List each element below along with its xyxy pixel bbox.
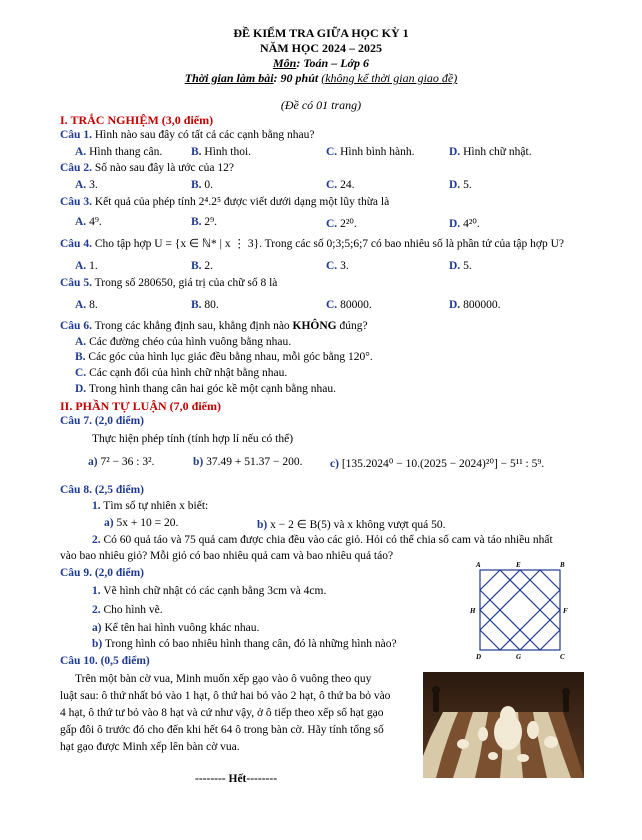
point-label-f: F: [563, 607, 568, 615]
q4-option-c: [326, 260, 349, 272]
key-1: 1.: [92, 500, 101, 512]
segment: [540, 570, 560, 590]
q6-text: Trong các khẳng định sau, khẳng định nào: [94, 320, 293, 332]
key-d: D.: [449, 260, 461, 272]
q9-part-b: [92, 638, 397, 650]
subject-label: Môn: [272, 56, 297, 70]
section-2-title: II. PHẦN TỰ LUẬN (7,0 điểm): [60, 399, 221, 413]
key-c: C.: [326, 260, 338, 272]
square-abcd: [480, 570, 560, 650]
q2-option-d: [449, 179, 472, 191]
q10-line-5: hạt gạo được Minh xếp lên bàn cờ vua.: [60, 741, 240, 753]
key-2: 2.: [92, 534, 101, 546]
q5-c-text: 80000.: [340, 299, 372, 311]
q8-part-2: [92, 534, 553, 546]
q8-label: Câu 8. (2,5 điểm): [60, 484, 145, 496]
q3-option-c: [326, 216, 357, 230]
q9-part-2: [92, 604, 163, 616]
q6-emphasis: KHÔNG: [292, 320, 337, 332]
key-b: B.: [191, 299, 202, 311]
key-a: A.: [75, 179, 87, 191]
key-b: B.: [191, 260, 202, 272]
question-6: [60, 320, 368, 332]
q1-a-text: Hình thang cân.: [89, 146, 163, 158]
q9-b-text: Trong hình có bao nhiêu hình thang cân, đó là những hình nào?: [104, 638, 397, 650]
q4-b-text: 2.: [204, 260, 214, 272]
q5-text: Trong số 280650, giá trị của chữ số 8 là: [94, 277, 278, 289]
segment: [480, 570, 500, 590]
key-b: B.: [191, 146, 202, 158]
q5-label: Câu 5.: [60, 277, 92, 289]
key-a: a): [104, 517, 114, 529]
segment: [480, 590, 540, 650]
q3-label: Câu 3.: [60, 196, 92, 208]
key-a: A.: [75, 260, 87, 272]
q2-option-b: [191, 179, 213, 191]
q7-a-text: 7² − 36 : 3².: [100, 456, 155, 468]
key-a: A.: [75, 216, 87, 228]
key-b: b): [193, 456, 204, 468]
q8-part-2-cont: [60, 550, 393, 562]
key-a: A.: [75, 336, 87, 348]
question-3: [60, 196, 389, 208]
q1-option-d: [449, 146, 532, 158]
q1-text: Hình nào sau đây có tất cả các cạnh bằng nhau?: [94, 129, 315, 141]
q5-d-text: 800000.: [463, 299, 501, 311]
key-a: a): [88, 456, 98, 468]
q4-option-b: [191, 260, 213, 272]
q6-c-text: Các cạnh đối của hình chữ nhật bằng nhau.: [89, 367, 288, 379]
q10-line-3: 4 hạt, ô thứ tư bỏ vào 8 hạt và cứ như vậy, ở ô tiếp theo xếp số hạt gạo: [60, 707, 384, 719]
q3-d-text: 4²⁰.: [463, 218, 480, 230]
chessboard-rice-image: [423, 672, 584, 778]
key-b: b): [92, 638, 103, 650]
q5-b-text: 80.: [204, 299, 219, 311]
point-label-h: H: [470, 607, 476, 615]
q1-d-text: Hình chữ nhật.: [463, 146, 532, 158]
exam-title: ĐỀ KIỂM TRA GIỮA HỌC KỲ 1: [233, 26, 409, 40]
time-note: (không kể thời gian giao đề): [321, 71, 458, 85]
q9-part-1: [92, 585, 326, 597]
q8-part-1: [92, 500, 208, 512]
key-d: D.: [75, 383, 87, 395]
key-c: c): [330, 458, 339, 470]
subject-value: : Toán – Lớp 6: [296, 56, 369, 70]
question-4: [60, 236, 564, 250]
q9-part-a: [92, 622, 259, 634]
segment: [480, 630, 500, 650]
q8-b-text: x − 2 ∈ B(5) và x không vượt quá 50.: [270, 519, 446, 531]
exam-subject: [0, 56, 642, 71]
geometry-figure: [470, 560, 580, 660]
q2-b-text: 0.: [204, 179, 214, 191]
q7-c-text: [135.2024⁰ − 10.(2025 − 2024)²⁰] − 5¹¹ : 5⁹.: [341, 458, 545, 470]
exam-year: NĂM HỌC 2024 – 2025: [260, 41, 382, 55]
q6-a-text: Các đường chéo của hình vuông bằng nhau.: [89, 336, 292, 348]
q3-option-d: [449, 216, 480, 230]
point-label-e: E: [516, 561, 521, 569]
key-a: a): [92, 622, 102, 634]
q7-b-text: 37.49 + 51.37 − 200.: [206, 456, 303, 468]
key-c: C.: [326, 179, 338, 191]
point-label-b: B: [560, 561, 565, 569]
point-label-d: D: [476, 653, 482, 660]
q1-b-text: Hình thoi.: [204, 146, 252, 158]
q6-option-d: [75, 383, 336, 395]
segment: [500, 570, 560, 630]
q3-c-text: 2²⁰.: [340, 218, 357, 230]
q2-option-a: [75, 179, 98, 191]
segment: [540, 630, 560, 650]
q1-c-text: Hình bình hành.: [340, 146, 415, 158]
key-c: C.: [326, 146, 338, 158]
q7-part-c: [330, 456, 544, 470]
q7-part-b: [193, 456, 302, 468]
question-2: [60, 162, 234, 174]
point-label-c: C: [560, 653, 565, 660]
q1-option-c: [326, 146, 415, 158]
key-a: A.: [75, 146, 87, 158]
key-c: C.: [326, 299, 338, 311]
key-b: b): [257, 519, 268, 531]
q4-option-d: [449, 260, 472, 272]
q5-a-text: 8.: [89, 299, 98, 311]
q2-c-text: 24.: [340, 179, 355, 191]
time-value: : 90 phút: [273, 71, 319, 85]
q4-option-a: [75, 260, 98, 272]
key-d: D.: [449, 299, 461, 311]
q4-text: Cho tập hợp U = {x ∈ ℕ* | x ⋮ 3}. Trong các số 0;3;5;6;7 có bao nhiêu số là phần tử của tập hợp U?: [94, 238, 564, 250]
q6-option-c: [75, 367, 287, 379]
q4-a-text: 1.: [89, 260, 98, 272]
q9-a-text: Kể tên hai hình vuông khác nhau.: [104, 622, 260, 634]
q9-p1-text: Vẽ hình chữ nhật có các cạnh bằng 3cm và 4cm.: [103, 585, 327, 597]
section-1-title: I. TRẮC NGHIỆM (3,0 điểm): [60, 113, 214, 127]
point-label-a: A: [476, 561, 481, 569]
q3-text: Kết quả của phép tính 2⁴.2⁵ được viết dưới dạng một lũy thừa là: [94, 196, 390, 208]
segment: [480, 570, 540, 630]
q5-option-b: [191, 299, 219, 311]
time-label: Thời gian làm bài: [184, 71, 274, 85]
q2-a-text: 3.: [89, 179, 98, 191]
key-d: D.: [449, 146, 461, 158]
q3-option-a: [75, 216, 102, 228]
q8-part-a: [104, 517, 178, 529]
q8-p2-line2: vào bao nhiêu giỏ? Mỗi giỏ có bao nhiêu quả cam và bao nhiêu quả táo?: [60, 550, 394, 562]
q10-label: Câu 10. (0,5 điểm): [60, 655, 150, 667]
square-efgh: [480, 570, 560, 650]
q2-d-text: 5.: [463, 179, 472, 191]
q10-line-2: luật sau: ô thứ nhất bỏ vào 1 hạt, ô thứ hai bỏ vào 2 hạt, ô thứ ba bỏ vào: [60, 690, 391, 702]
q3-b-text: 2⁹.: [204, 216, 218, 228]
q10-line-4: gấp đôi ô trước đó cho đến khi hết 64 ô trong bàn cờ. Hãy tính tổng số: [60, 724, 384, 736]
q9-label: Câu 9. (2,0 điểm): [60, 567, 145, 579]
page-count: (Đề có 01 trang): [280, 98, 362, 112]
q7-part-a: [88, 456, 154, 468]
q2-text: Số nào sau đây là ước của 12?: [94, 162, 234, 174]
q1-option-a: [75, 146, 162, 158]
q5-option-c: [326, 299, 372, 311]
q1-label: Câu 1.: [60, 129, 92, 141]
q7-label: Câu 7. (2,0 điểm): [60, 415, 145, 427]
key-1: 1.: [92, 585, 101, 597]
question-1: [60, 129, 315, 141]
q2-option-c: [326, 179, 354, 191]
key-b: B.: [191, 179, 202, 191]
q6-d-text: Trong hình thang cân hai góc kề một cạnh bằng nhau.: [88, 383, 336, 395]
q6-b-text: Các góc của hình lục giác đều bằng nhau, mỗi góc bằng 120°.: [88, 351, 373, 363]
q7-intro: Thực hiện phép tính (tính hợp lí nếu có thể): [92, 433, 294, 445]
q6-option-b: [75, 351, 373, 363]
q1-option-b: [191, 146, 251, 158]
key-d: D.: [449, 179, 461, 191]
key-b: B.: [191, 216, 202, 228]
q3-option-b: [191, 216, 217, 228]
q5-option-d: [449, 299, 500, 311]
segment: [500, 590, 560, 650]
q8-part-b: [257, 517, 446, 531]
q3-a-text: 4⁹.: [89, 216, 102, 228]
key-c: C.: [75, 367, 87, 379]
q4-label: Câu 4.: [60, 238, 92, 250]
q8-a-text: 5x + 10 = 20.: [116, 517, 179, 529]
q6-label: Câu 6.: [60, 320, 92, 332]
q6-option-a: [75, 336, 291, 348]
q8-p1-text: Tìm số tự nhiên x biết:: [103, 500, 209, 512]
q4-c-text: 3.: [340, 260, 349, 272]
q4-d-text: 5.: [463, 260, 472, 272]
key-b: B.: [75, 351, 86, 363]
point-label-g: G: [516, 653, 522, 660]
q10-line-1: Trên một bàn cờ vua, Minh muốn xếp gạo vào ô vuông theo quy: [75, 673, 372, 685]
question-5: [60, 277, 277, 289]
key-2: 2.: [92, 604, 101, 616]
key-d: D.: [449, 218, 461, 230]
exam-time: [0, 71, 642, 86]
q2-label: Câu 2.: [60, 162, 92, 174]
end-marker: -------- Hết--------: [195, 773, 278, 785]
q5-option-a: [75, 299, 98, 311]
key-a: A.: [75, 299, 87, 311]
key-c: C.: [326, 218, 338, 230]
q8-p2-line1: Có 60 quả táo và 75 quả cam được chia đều vào các giỏ. Hỏi có thể chia số cam và táo nhiều nhất: [103, 534, 553, 546]
q9-p2-text: Cho hình vẽ.: [103, 604, 163, 616]
q6-text-end: đúng?: [336, 320, 368, 332]
